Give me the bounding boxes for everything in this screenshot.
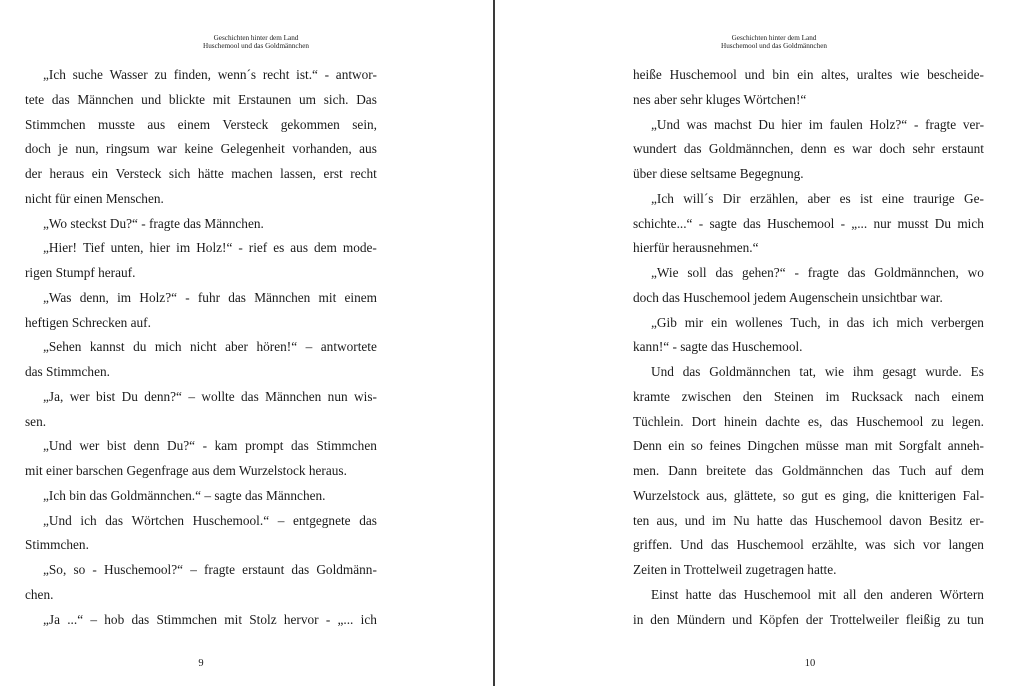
text-line: chen. — [25, 586, 54, 602]
text-line: heftigen Schrecken auf. — [25, 314, 151, 330]
body-text — [633, 63, 984, 632]
text-line: Stimmchen musste aus einem Versteck gekommen sein, — [25, 116, 377, 132]
text-line: ten aus, und im Nu hatte das Huschemool davon Besitz er- — [633, 512, 984, 528]
text-line: nes aber sehr kluges Wörtchen!“ — [633, 91, 807, 107]
body-text — [25, 63, 377, 632]
text-line: das Stimmchen. — [25, 364, 110, 379]
text-line: tete das Männchen und blickte mit Erstaunen um sich. Das — [25, 91, 377, 107]
text-line: „Ja ...“ – hob das Stimmchen mit Stolz hervor - „... ich — [43, 611, 377, 627]
text-line: „Und wer bist denn Du?“ - kam prompt das Stimmchen — [43, 438, 377, 454]
text-line: „Ja, wer bist Du denn?“ – wollte das Männchen nun wis- — [43, 388, 377, 404]
text-line: „Ich bin das Goldmännchen.“ – sagte das Männchen. — [43, 487, 326, 503]
text-line: rigen Stumpf herauf. — [25, 265, 136, 280]
text-line: kramte zwischen den Steinen im Rucksack nach einem — [633, 388, 984, 404]
text-line: der heraus ein Versteck sich hätte machen lassen, erst recht — [25, 166, 377, 181]
header-series-title: Geschichten hinter dem Land — [213, 34, 299, 42]
text-line: „Ich will´s Dir erzählen, aber es ist eine traurige Ge- — [651, 190, 984, 206]
text-line: doch je nun, ringsum war keine Gelegenheit vorhanden, aus — [25, 141, 377, 157]
text-line: „Und was machst Du hier im faulen Holz?“ - fragte ver- — [651, 116, 984, 132]
text-line: Zeiten in Trottelweil zugetragen hatte. — [633, 562, 837, 577]
text-line: „So, so - Huschemool?“ – fragte erstaunt das Goldmänn- — [43, 562, 377, 577]
running-header — [18, 34, 494, 50]
text-line: men. Dann breitete das Goldmännchen das Tuch auf dem — [633, 463, 984, 478]
text-line: „Gib mir ein wollenes Tuch, in das ich mich verbergen — [651, 314, 984, 330]
text-line: Tüchlein. Dort hinein dachte es, das Huschemool zu legen. — [633, 413, 984, 429]
text-line: „Hier! Tief unten, hier im Holz!“ - rief es aus dem mode- — [43, 240, 377, 256]
page-divider — [493, 0, 495, 686]
text-line: „Was denn, im Holz?“ - fuhr das Männchen mit einem — [43, 289, 377, 305]
page-number: 9 — [198, 658, 204, 669]
text-line: heiße Huschemool und bin ein altes, uraltes wie bescheide- — [633, 67, 984, 82]
running-header — [524, 34, 1024, 50]
text-line: „Und ich das Wörtchen Huschemool.“ – entgegnete das — [43, 512, 377, 528]
header-story-title: Huschemool und das Goldmännchen — [721, 42, 827, 50]
text-line: mit einer barschen Gegenfrage aus dem Wurzelstock heraus. — [25, 463, 347, 478]
text-line: nicht für einen Menschen. — [25, 190, 164, 206]
page-number: 10 — [804, 658, 816, 669]
text-line: „Wo steckst Du?“ - fragte das Männchen. — [43, 215, 264, 231]
text-line: hierfür herausnehmen.“ — [633, 240, 759, 256]
text-line: griffen. Und das Huschemool erzählte, was sich vor langen — [633, 537, 984, 553]
header-series-title: Geschichten hinter dem Land — [731, 34, 817, 42]
text-line: „Ich suche Wasser zu finden, wenn´s recht ist.“ - antwor- — [43, 67, 377, 82]
text-line: in den Mündern und Köpfen der Trottelweiler fleißig zu tun — [633, 611, 984, 627]
right-page — [496, 0, 1024, 686]
text-line: wundert das Goldmännchen, denn es war doch sehr erstaunt — [633, 141, 984, 157]
text-line: Wurzelstock aus, glättete, so gut es ging, die knitterigen Fal- — [633, 487, 984, 503]
text-line: über diese seltsame Begegnung. — [633, 166, 804, 181]
text-line: doch das Huschemool jedem Augenschein unsichtbar war. — [633, 289, 943, 305]
header-story-title: Huschemool und das Goldmännchen — [203, 42, 309, 50]
text-line: schichte...“ - sagte das Huschemool - „... nur musst Du mich — [633, 215, 984, 231]
text-line: Und das Goldmännchen tat, wie ihm gesagt wurde. Es — [651, 364, 984, 379]
text-line: „Sehen kannst du mich nicht aber hören!“ – antwortete — [43, 339, 377, 355]
text-line: kann!“ - sagte das Huschemool. — [633, 339, 803, 355]
text-line: sen. — [25, 413, 47, 429]
text-line: Stimmchen. — [25, 537, 89, 553]
text-line: „Wie soll das gehen?“ - fragte das Goldmännchen, wo — [651, 265, 984, 280]
left-page — [0, 0, 494, 686]
text-line: Einst hatte das Huschemool mit all den anderen Wörtern — [651, 586, 984, 602]
text-line: Denn ein so feines Dingchen müsse man mit Sorgfalt anneh- — [633, 438, 984, 454]
